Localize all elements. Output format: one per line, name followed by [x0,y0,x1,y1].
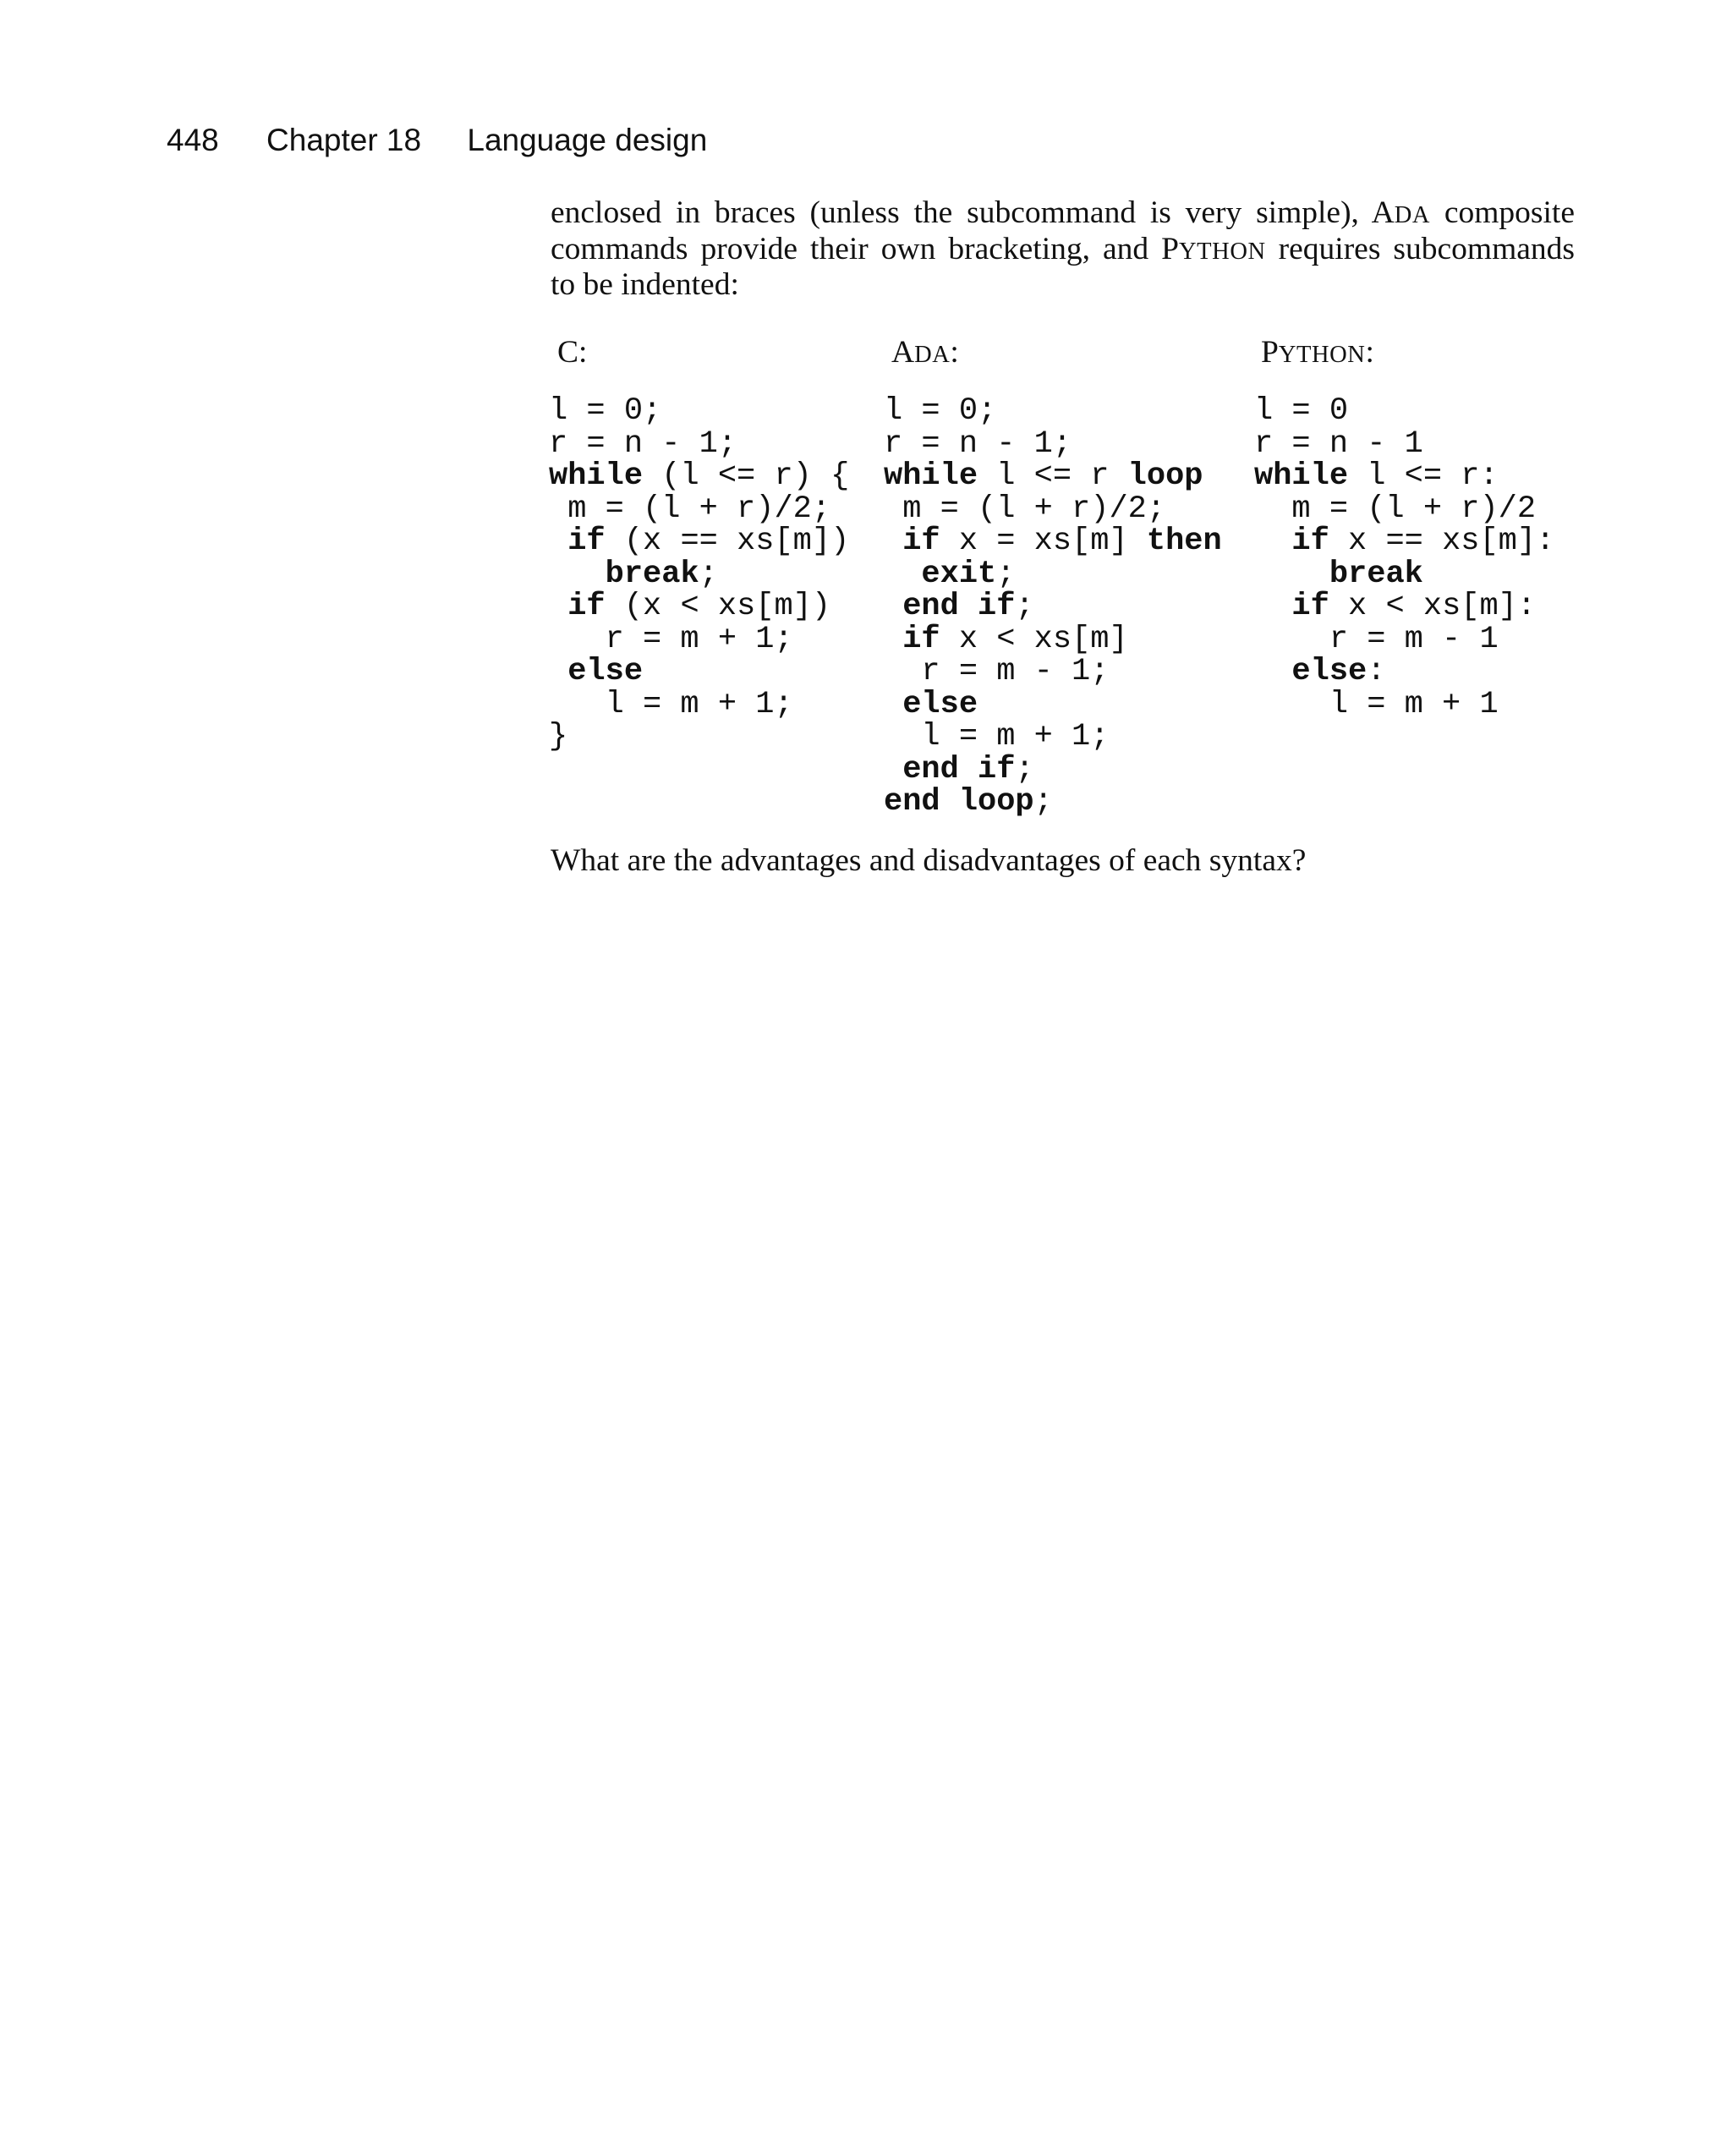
code-text [884,524,902,559]
code-keyword: else [1291,654,1368,689]
code-line [884,558,1222,591]
python-smallcaps-initial: P [1161,231,1180,266]
code-keyword: exit [921,556,997,592]
code-text: m = (l + r)/2; [884,491,1166,527]
code-text [884,557,921,592]
code-block-python [1254,395,1554,721]
ada-smallcaps-initial: A [1371,195,1395,230]
code-text: ; [699,556,718,592]
heading-python-rest: YTHON [1278,342,1366,368]
ada-smallcaps-rest: DA [1394,202,1431,228]
heading-ada-colon: : [950,335,959,370]
code-text [549,524,567,559]
code-text: r = m - 1; [884,654,1110,689]
intro-line [551,232,1575,268]
code-text: (l <= r) { [643,458,850,494]
code-line [549,688,849,721]
heading-c [557,334,587,371]
code-keyword: else [902,686,978,722]
code-text: l = m + 1; [549,686,793,722]
code-line [1254,688,1554,721]
code-line [549,623,849,656]
code-text [549,557,606,592]
code-text: : [1367,654,1386,689]
code-text: (x == xs[m]) [605,524,850,559]
code-keyword: if [902,524,940,559]
code-keyword: if [567,589,606,624]
code-keyword: break [605,556,699,592]
code-text: x == xs[m]: [1329,524,1555,559]
code-line [549,395,849,428]
code-keyword: while [549,458,644,494]
code-text [549,654,567,689]
intro-line [551,195,1575,232]
code-line [549,721,849,754]
code-line [1254,623,1554,656]
heading-python-initial: P [1261,335,1279,370]
code-block-ada [884,395,1222,819]
code-line [884,460,1222,493]
code-text: } [549,719,568,754]
code-line [884,786,1222,819]
code-text: l = 0; [549,393,662,429]
code-text [884,687,902,722]
code-line [1254,656,1554,688]
intro-text: enclosed in braces (unless the subcommand is very simple), [551,195,1372,230]
code-line [549,590,849,623]
code-keyword: end if [902,589,1016,624]
code-line [1254,395,1554,428]
code-text: m = (l + r)/2 [1254,491,1537,527]
code-keyword: end loop [884,784,1034,820]
code-line [884,395,1222,428]
code-line [884,623,1222,656]
code-text: ; [1033,784,1053,820]
code-text: r = n - 1 [1254,425,1423,462]
intro-text: to be indented: [551,267,739,302]
code-line [549,656,849,688]
code-keyword: end if [902,751,1016,787]
code-text: r = m - 1 [1254,621,1499,657]
code-text: x < xs[m]: [1329,589,1537,624]
code-line [549,525,849,558]
chapter-title: Language design [467,123,708,157]
code-line [1254,590,1554,623]
code-keyword: while [1254,458,1349,494]
code-text [884,622,902,657]
code-line [1254,493,1554,526]
code-line [884,656,1222,688]
code-text: m = (l + r)/2; [549,491,831,527]
code-keyword: if [1291,524,1329,559]
code-text [1254,589,1291,624]
code-line [1254,525,1554,558]
code-text: ; [1015,589,1034,624]
intro-line [551,267,1575,304]
code-text [1254,557,1329,592]
code-line [549,493,849,526]
code-text [1254,524,1291,559]
code-block-c [549,395,849,754]
code-text [549,589,567,624]
code-line [884,525,1222,558]
code-keyword: then [1146,524,1222,559]
heading-python-colon: : [1365,335,1374,370]
code-keyword: break [1329,556,1423,592]
code-line [549,425,849,462]
code-text: x = xs[m] [940,524,1147,559]
heading-ada-rest: DA [914,342,951,368]
question-text: What are the advantages and disadvantages of each syntax? [551,843,1307,878]
page-number: 448 [167,123,219,157]
code-keyword: else [567,654,644,689]
heading-python [1261,334,1374,374]
running-head [167,117,707,164]
code-line [884,688,1222,721]
python-smallcaps-rest: YTHON [1179,238,1266,265]
code-line [884,493,1222,526]
code-text: l <= r [978,458,1128,494]
code-line [884,590,1222,623]
code-text: r = m + 1; [549,621,793,657]
heading-ada [891,334,959,374]
code-line [884,721,1222,754]
intro-text: requires subcommands [1265,231,1575,266]
heading-c-text: C: [557,335,588,370]
code-text: l = m + 1 [1254,686,1499,722]
intro-paragraph [551,195,1575,304]
code-text: r = n - 1; [884,425,1072,462]
code-text: l = 0; [884,393,997,429]
code-text: ; [996,556,1016,592]
code-text: ; [1015,751,1034,787]
chapter-label: Chapter 18 [266,123,422,157]
code-text: (x < xs[m]) [605,589,831,624]
code-line [1254,460,1554,493]
code-keyword: if [567,524,606,559]
heading-ada-initial: A [891,335,915,370]
intro-text: composite [1430,195,1575,230]
code-line [1254,558,1554,591]
intro-text: commands provide their own bracketing, and [551,231,1162,266]
code-text [884,589,902,624]
code-line [1254,425,1554,462]
code-keyword: while [884,458,978,494]
code-text: l = 0 [1254,393,1349,429]
code-keyword: if [1291,589,1329,624]
code-keyword: if [902,621,940,657]
code-text: l <= r: [1348,458,1499,494]
code-line [549,558,849,591]
code-text: x < xs[m] [940,621,1128,657]
code-text [1254,654,1291,689]
code-line [884,751,1222,787]
code-line [549,460,849,493]
code-keyword: loop [1127,458,1203,494]
code-text [884,752,902,787]
code-text: r = n - 1; [549,425,737,462]
code-text: l = m + 1; [884,719,1110,754]
code-line [884,425,1222,462]
